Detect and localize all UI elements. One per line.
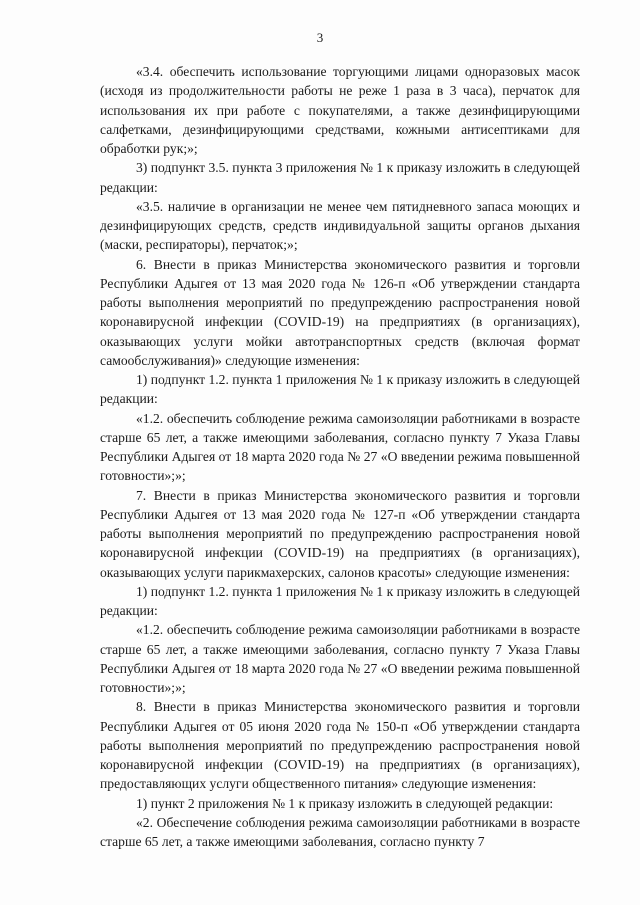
paragraph: 1) подпункт 1.2. пункта 1 приложения № 1 к приказу изложить в следующей редакции: (100, 583, 580, 618)
paragraph: 8. Внести в приказ Министерства экономического развития и торговли Республики Адыгея от 05 июня 2020 года № 150-п «Об утверждении стандарта работы выполнения мероприятий по предупреждению распространения новой коронавирусной инфекции (COVID-19) на предприятиях (в организациях), предоставляющих услуги общественного питания» следующие изменения: (100, 699, 580, 792)
paragraph: 3) подпункт 3.5. пункта 3 приложения № 1 к приказу изложить в следующей редакции: (100, 160, 580, 195)
page-number: 3 (316, 30, 324, 45)
paragraph: 1) подпункт 1.2. пункта 1 приложения № 1 к приказу изложить в следующей редакции: (100, 372, 580, 407)
paragraph: 1) пункт 2 приложения № 1 к приказу изложить в следующей редакции: (136, 795, 554, 811)
paragraph: «1.2. обеспечить соблюдение режима самоизоляции работниками в возрасте старше 65 лет, а также имеющими заболевания, согласно пункту 7 Указа Главы Республики Адыгея от 18 марта 2020 года № 27 «О введении режима повышенной готовности»;»; (100, 410, 580, 484)
paragraph: 6. Внести в приказ Министерства экономического развития и торговли Республики Адыгея от 13 мая 2020 года № 126-п «Об утверждении стандарта работы выполнения мероприятий по предупреждению распространения новой коронавирусной инфекции (COVID-19) на предприятиях (в организациях), оказывающих услуги мойки автотранспортных средств (включая формат самообслуживания)» следующие изменения: (100, 256, 580, 368)
paragraph: «2. Обеспечение соблюдения режима самоизоляции работниками в возрасте старше 65 лет, а также имеющими заболевания, согласно пункту 7 (100, 814, 580, 849)
paragraph: «3.5. наличие в организации не менее чем пятидневного запаса моющих и дезинфицирующих средств, средств индивидуальной защиты органов дыхания (маски, респираторы), перчаток;»; (100, 198, 580, 253)
paragraph: «3.4. обеспечить использование торгующими лицами одноразовых масок (исходя из продолжительности работы не реже 1 раза в 3 часа), перчаток для использования их при работе с покупателями, а также дезинфицирующими салфетками, дезинфицирующими средствами, кожными антисептиками для обработки рук;»; (100, 64, 580, 156)
paragraph: 7. Внести в приказ Министерства экономического развития и торговли Республики Адыгея от 13 мая 2020 года № 127-п «Об утверждении стандарта работы выполнения мероприятий по предупреждению распространения новой коронавирусной инфекции (COVID-19) на предприятиях (в организациях), оказывающих услуги парикмахерских, салонов красоты» следующие изменения: (100, 487, 580, 580)
paragraph: «1.2. обеспечить соблюдение режима самоизоляции работниками в возрасте старше 65 лет, а также имеющими заболевания, согласно пункту 7 Указа Главы Республики Адыгея от 18 марта 2020 года № 27 «О введении режима повышенной готовности»;»; (100, 622, 580, 695)
document-body (100, 62, 580, 851)
